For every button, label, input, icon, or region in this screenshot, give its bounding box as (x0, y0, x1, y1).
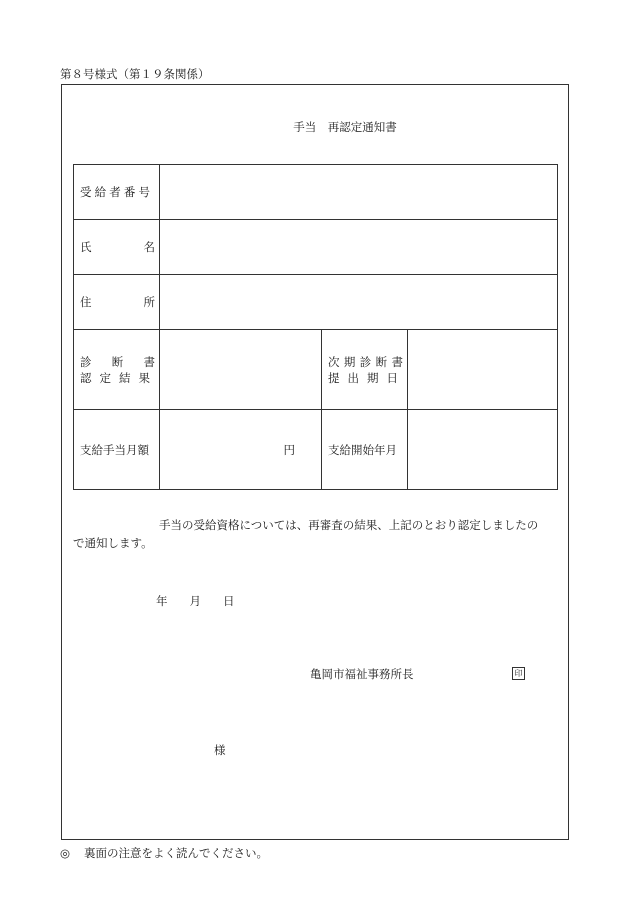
footnote (60, 845, 268, 861)
address-field[interactable] (160, 275, 558, 330)
name-label: 氏 名 (74, 220, 160, 275)
recipient-number-label: 受 給 者 番 号 (74, 165, 160, 220)
table-row (74, 410, 558, 490)
month-label: 月 (189, 594, 201, 608)
addressee-honorific: 様 (214, 743, 226, 757)
name-field[interactable] (160, 220, 558, 275)
document-title: 手当 再認定通知書 (293, 120, 397, 134)
address-label: 住 所 (74, 275, 160, 330)
date-line (156, 593, 257, 609)
issuer-name: 亀岡市福祉事務所長 (310, 667, 414, 681)
table-row (74, 330, 558, 410)
form-number-label: 第８号様式（第１９条関係） (60, 67, 210, 81)
day-label: 日 (223, 594, 235, 608)
start-month-field[interactable] (408, 410, 558, 490)
notice-text: 手当の受給資格については、再審査の結果、上記のとおり認定しましたの で通知します。 (73, 518, 539, 550)
monthly-amount-label: 支給手当月額 (74, 410, 160, 490)
next-submission-label: 次 期 診 断 書 提 出 期 日 (322, 330, 408, 410)
yen-unit: 円 (283, 442, 295, 457)
info-table (73, 164, 558, 490)
certificate-result-field[interactable] (160, 330, 322, 410)
seal-mark: 印 (512, 667, 525, 680)
next-submission-field[interactable] (408, 330, 558, 410)
recipient-number-field[interactable] (160, 165, 558, 220)
table-row (74, 220, 558, 275)
start-month-label: 支給開始年月 (322, 410, 408, 490)
certificate-result-label: 診 断 書 認 定 結 果 (74, 330, 160, 410)
footnote-text: 裏面の注意をよく読んでください。 (84, 846, 269, 860)
monthly-amount-field[interactable] (160, 410, 322, 490)
double-circle-icon: ◎ (60, 846, 71, 860)
year-label: 年 (156, 594, 168, 608)
table-row (74, 275, 558, 330)
table-row (74, 165, 558, 220)
